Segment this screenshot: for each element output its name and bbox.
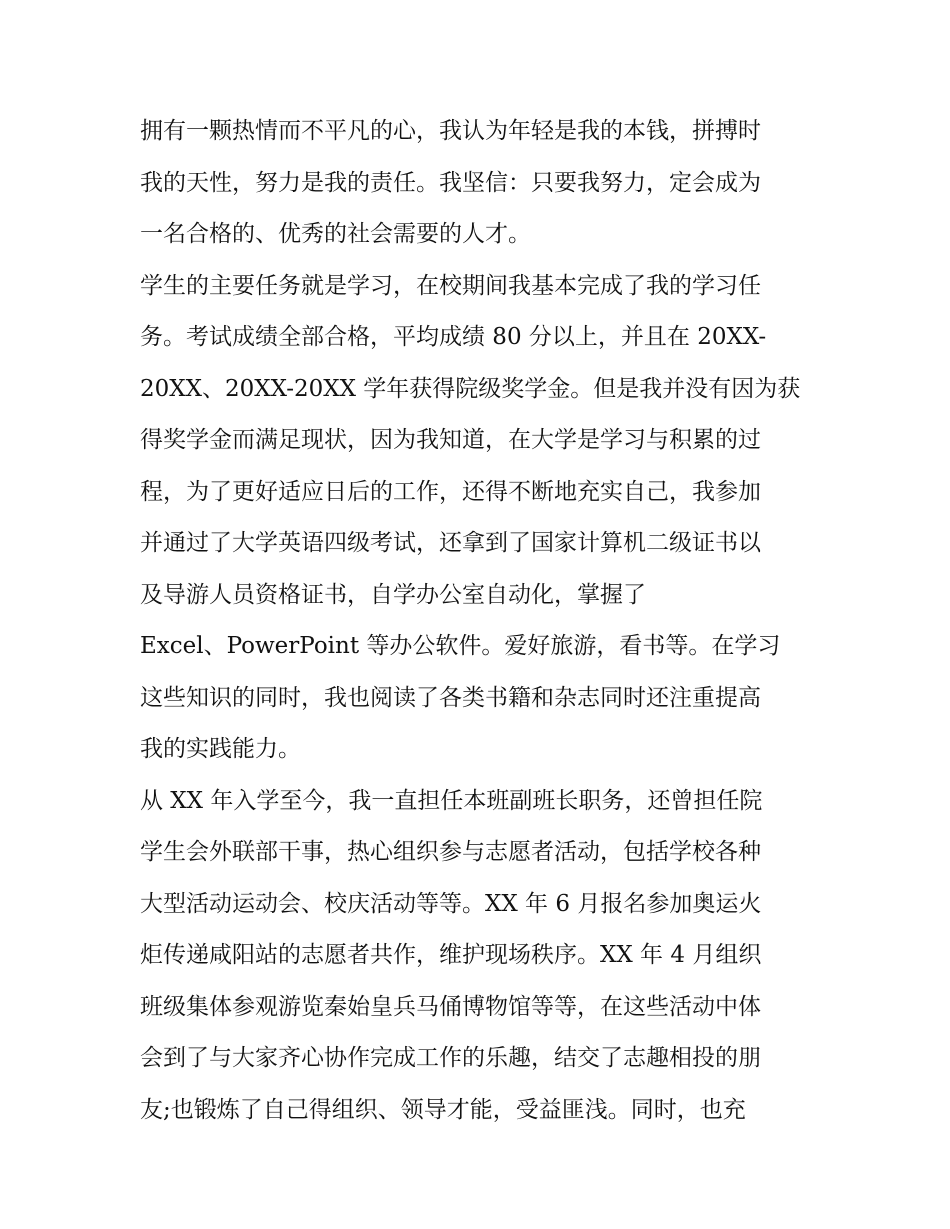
text-line: 20XX、20XX-20XX 学年获得院级奖学金。但是我并没有因为获 [140, 375, 801, 402]
text-line: 并通过了大学英语四级考试，还拿到了国家计算机二级证书以 [140, 530, 761, 556]
text-line: 学生的主要任务就是学习，在校期间我基本完成了我的学习任 [140, 272, 761, 299]
text-line: 炬传递咸阳站的志愿者共作，维护现场秩序。XX 年 4 月组织 [140, 942, 762, 968]
text-line: 一名合格的、优秀的社会需要的人才。 [140, 221, 531, 247]
text-line: 大型活动运动会、校庆活动等等。XX 年 6 月报名参加奥运火 [140, 890, 762, 917]
text-line: 及导游人员资格证书，自学办公室自动化，掌握了 [140, 581, 646, 608]
text-line: 拥有一颗热情而不平凡的心，我认为年轻是我的本钱，拼搏时 [140, 118, 761, 144]
text-line: 会到了与大家齐心协作完成工作的乐趣，结交了志趣相投的朋 [140, 1045, 761, 1071]
text-line: 得奖学金而满足现状，因为我知道，在大学是学习与积累的过 [140, 427, 761, 453]
text-line: 友;也锻炼了自己得组织、领导才能，受益匪浅。同时，也充 [140, 1096, 746, 1123]
text-line: 程，为了更好适应日后的工作，还得不断地充实自己，我参加 [140, 478, 761, 505]
text-line: Excel、PowerPoint 等办公软件。爱好旅游，看书等。在学习 [140, 633, 781, 659]
body-text [140, 106, 820, 1136]
text-line: 从 XX 年入学至今，我一直担任本班副班长职务，还曾担任院 [140, 787, 763, 814]
text-line: 我的天性，努力是我的责任。我坚信：只要我努力，定会成为 [140, 169, 761, 196]
text-line: 我的实践能力。 [140, 736, 301, 762]
text-line: 这些知识的同时，我也阅读了各类书籍和杂志同时还注重提高 [140, 684, 761, 711]
text-line: 务。考试成绩全部合格，平均成绩 80 分以上，并且在 20XX- [140, 324, 767, 350]
text-line: 班级集体参观游览秦始皇兵马俑博物馆等等，在这些活动中体 [140, 993, 761, 1020]
text-line: 学生会外联部干事，热心组织参与志愿者活动，包括学校各种 [140, 839, 761, 865]
